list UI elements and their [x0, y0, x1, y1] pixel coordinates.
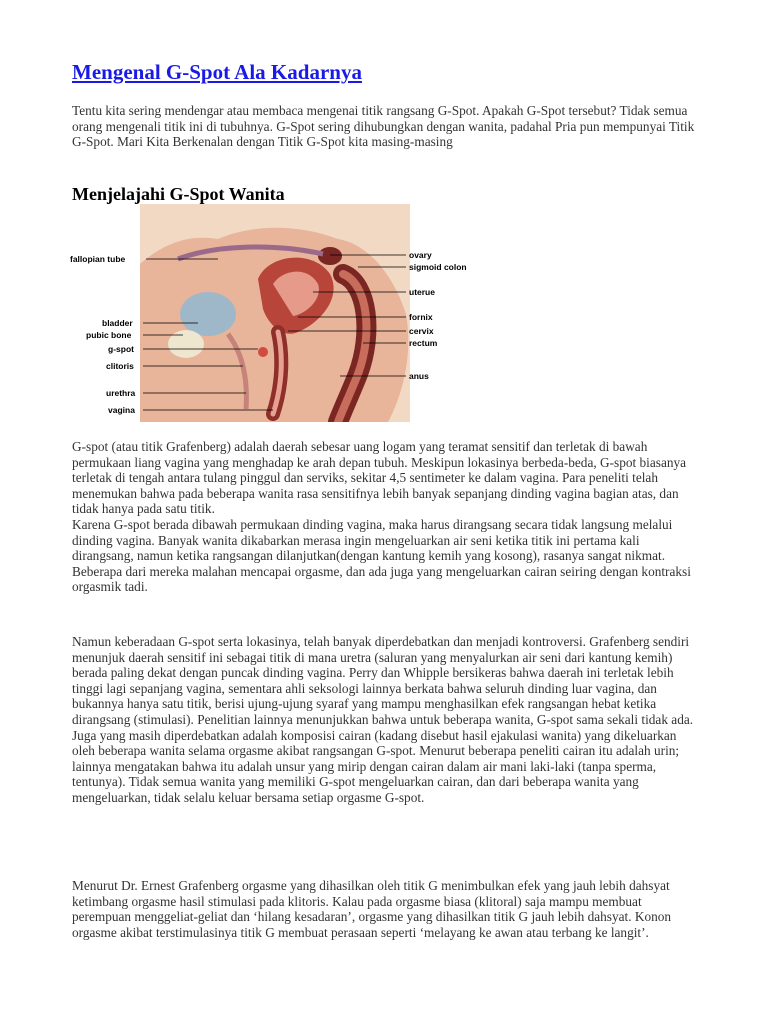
label-uterus: uterue [409, 287, 435, 297]
paragraph-controversy: Namun keberadaan G-spot serta lokasinya, telah banyak diperdebatkan dan menjadi kontroversi. Grafenberg sendiri menunjuk daerah sensitif ini sebagai titik di mana uretra (saluran yang menyalurkan air seni dari kantung kemih) berada paling dekat dengan puncak dinding vagina. Perry dan Whipple bersikeras bahwa daerah ini terletak lebih tinggi lagi sepanjang vagina, sementara ahli seksologi lainnya berkata bahwa seluruh dinding luar vagina, dan bukannya hanya satu titik, berisi ujung-ujung syaraf yang mampu menghasilkan efek rangsangan hebat ketika dirangsang (stimulasi). Penelitian lainnya menunjukkan bahwa untuk beberapa wanita, G-spot sama sekali tidak ada. [72, 634, 694, 727]
label-sigmoid-colon: sigmoid colon [409, 262, 467, 272]
label-pubic-bone: pubic bone [86, 330, 132, 340]
label-g-spot: g-spot [108, 344, 134, 354]
body-block-2 [72, 634, 698, 806]
intro-paragraph: Tentu kita sering mendengar atau membaca mengenai titik rangsang G-Spot. Apakah G-Spot tersebut? Tidak semua orang mengenali titik ini di tubuhnya. G-Spot sering dihubungkan dengan wanita, padahal Pria pun mempunyai Titik G-Spot. Mari Kita Berkenalan dengan Titik G-Spot kita masing-masing [72, 103, 695, 150]
paragraph-gspot-definition: G-spot (atau titik Grafenberg) adalah daerah sebesar uang logam yang teramat sensitif dan terletak di bawah permukaan liang vagina yang menghadap ke arah depan tubuh. Meskipun lokasinya berbeda-beda, G-spot biasanya terletak di tengah antara tulang pinggul dan serviks, sekitar 4,5 sentimeter ke dalam vagina. Para peneliti telah menemukan bahwa pada beberapa wanita rasa sensitifnya lebih banyak sepanjang dinding vagina bagian atas, dan tidak hanya pada satu titik. [72, 439, 687, 517]
label-fallopian-tube: fallopian tube [70, 254, 126, 264]
g-spot-marker [258, 347, 268, 357]
body-block-1 [72, 439, 698, 595]
article-title-link[interactable]: Mengenal G-Spot Ala Kadarnya [72, 60, 362, 84]
label-ovary: ovary [409, 250, 432, 260]
label-cervix: cervix [409, 326, 434, 336]
section-heading: Menjelajahi G-Spot Wanita [72, 184, 285, 204]
anatomy-diagram [68, 204, 492, 422]
paragraph-fluid-debate: Juga yang masih diperdebatkan adalah komposisi cairan (kadang disebut hasil ejakulasi wanita) yang dikeluarkan oleh beberapa wanita selama orgasme akibat rangsangan G-spot. Menurut beberapa peneliti cairan itu adalah urin; lainnya mengatakan bahwa itu adalah unsur yang mirip dengan cairan dalam air mani laki-laki (tanpa sperma, tentunya). Tidak semua wanita yang memiliki G-spot mengeluarkan cairan, dan dari beberapa wanita yang mengeluarkan, tidak selalu keluar bersama setiap orgasme G-spot. [72, 727, 680, 805]
paragraph-gspot-stimulation: Karena G-spot berada dibawah permukaan dinding vagina, maka harus dirangsang secara tidak langsung melalui dinding vagina. Banyak wanita dikabarkan merasa ingin mengeluarkan air seni ketika titik ini pertama kali dirangsang, namun ketika rangsangan dilanjutkan(dengan kantung kemih yang kosong), rasanya sangat nikmat. Beberapa dari mereka malahan mencapai orgasme, dan ada juga yang mengeluarkan cairan seiring dengan kontraksi orgasmik tadi. [72, 516, 691, 595]
pubic-bone-shape [168, 330, 204, 358]
bladder-shape [180, 292, 236, 336]
anatomy-diagram-svg [68, 204, 492, 422]
paragraph-grafenberg-orgasm: Menurut Dr. Ernest Grafenberg orgasme yang dihasilkan oleh titik G menimbulkan efek yang jauh lebih dahsyat ketimbang orgasme hasil stimulasi pada klitoris. Kalau pada orgasme biasa (klitoral) saja mampu membuat perempuan menggeliat-geliat dan ‘hilang kesadaran’, orgasme yang dihasilkan titik G jauh lebih dahsyat. Konon orgasme akibat terstimulasinya titik G membuat perasaan seperti ‘melayang ke awan atau terbang ke langit’. [72, 878, 672, 940]
label-vagina: vagina [108, 405, 135, 415]
label-rectum: rectum [409, 338, 438, 348]
label-urethra: urethra [106, 388, 136, 398]
label-clitoris: clitoris [106, 361, 134, 371]
label-anus: anus [409, 371, 429, 381]
label-bladder: bladder [102, 318, 133, 328]
label-fornix: fornix [409, 312, 433, 322]
